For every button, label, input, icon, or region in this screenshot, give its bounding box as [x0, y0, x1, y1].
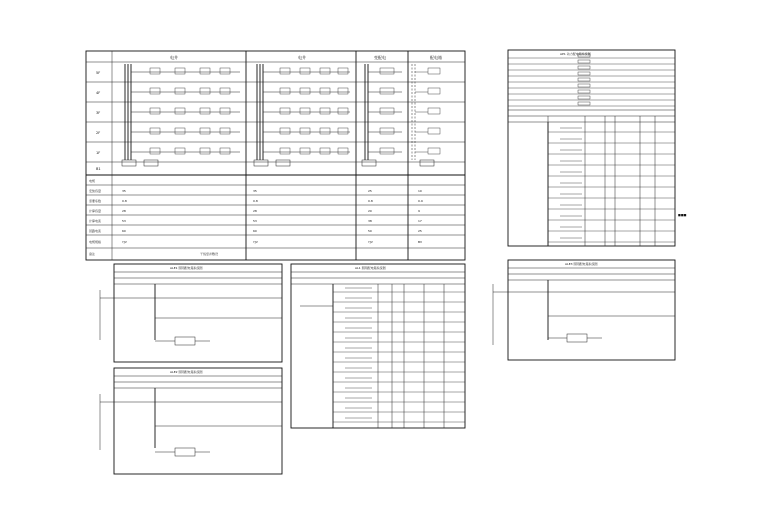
equipment-box [200, 88, 210, 94]
equipment-box [428, 148, 440, 154]
param-label: 计算电流 [89, 219, 102, 223]
param-value: 50 [368, 229, 372, 233]
param-value: 0.8 [368, 199, 373, 203]
panel-left-bottom [100, 368, 282, 474]
param-label: 电缆规格 [89, 240, 102, 244]
floor-label: 4F [96, 91, 101, 95]
param-value: 35 [253, 189, 257, 193]
panel-table-rows [333, 288, 465, 422]
equipment-box [380, 108, 394, 114]
equipment-box [338, 148, 348, 154]
equipment-box [428, 128, 440, 134]
equipment-box [300, 148, 310, 154]
param-value: YJV [122, 240, 127, 244]
equipment-box [150, 108, 160, 114]
param-value: 25 [418, 229, 422, 233]
equipment-box [338, 108, 348, 114]
param-value: 20 [368, 209, 372, 213]
param-value: 38 [368, 219, 372, 223]
param-label: 需要系数 [89, 199, 102, 203]
floor-label: 2F [96, 131, 101, 135]
param-value: 53 [122, 219, 126, 223]
equipment-box [338, 68, 348, 74]
riser-diagram [86, 51, 465, 260]
equipment-box [220, 108, 230, 114]
panel-title: AL1 照明配电箱系统图 [355, 266, 386, 270]
panel-right [493, 260, 675, 360]
equipment-box [578, 90, 590, 93]
panel-title: ALE2 照明配电箱系统图 [170, 370, 203, 374]
equipment-box [300, 88, 310, 94]
param-value: 10 [418, 189, 422, 193]
panel-table-rows [548, 122, 675, 246]
equipment-box [280, 128, 290, 134]
riser-note: 干线竖井敷设 [200, 252, 219, 256]
param-value: 28 [253, 209, 257, 213]
equipment-box [200, 128, 210, 134]
equipment-box [175, 88, 185, 94]
param-value: 25 [368, 189, 372, 193]
param-value: 28 [122, 209, 126, 213]
panel-side-note: ■■■ [678, 213, 687, 217]
equipment-box [175, 148, 185, 154]
param-value: 60 [253, 229, 257, 233]
param-value: 60 [122, 229, 126, 233]
param-label: 备注 [89, 252, 96, 256]
riser-branches [131, 68, 440, 154]
equipment-box [338, 128, 348, 134]
equipment-box [320, 128, 330, 134]
equipment-box [175, 68, 185, 74]
param-label: 计算容量 [89, 209, 102, 213]
equipment-box [320, 108, 330, 114]
equipment-box [578, 78, 590, 81]
equipment-box [220, 128, 230, 134]
equipment-box [200, 68, 210, 74]
param-label: 电缆 [89, 179, 96, 183]
param-label: 回路电流 [89, 229, 102, 233]
equipment-box [280, 108, 290, 114]
equipment-box [220, 68, 230, 74]
equipment-box [338, 88, 348, 94]
riser-header-1: 电井 [170, 55, 178, 60]
panel-right-top [508, 50, 687, 246]
param-value: 53 [253, 219, 257, 223]
equipment-box [428, 108, 440, 114]
equipment-box [320, 148, 330, 154]
panel-title: AP1 动力配电箱系统图 [560, 52, 591, 56]
param-value: 0.8 [253, 199, 258, 203]
equipment-box [578, 102, 590, 105]
equipment-box [220, 88, 230, 94]
param-value: 0.9 [418, 199, 423, 203]
panel-title: ALE1 照明配电箱系统图 [170, 266, 203, 270]
param-value: YJV [368, 240, 373, 244]
param-value: 17 [418, 219, 422, 223]
floor-label: B1 [96, 167, 101, 171]
floor-label: 5F [96, 71, 101, 75]
equipment-box [578, 60, 590, 63]
panel-middle [291, 264, 465, 428]
equipment-box [380, 88, 394, 94]
floor-label: 1F [96, 151, 101, 155]
riser-boxes [122, 160, 434, 166]
equipment-box [150, 88, 160, 94]
equipment-box [280, 148, 290, 154]
equipment-box [320, 68, 330, 74]
equipment-box [578, 72, 590, 75]
equipment-box [428, 68, 440, 74]
equipment-box [300, 68, 310, 74]
equipment-box [280, 88, 290, 94]
equipment-box [578, 84, 590, 87]
equipment-box [175, 108, 185, 114]
equipment-box [380, 128, 394, 134]
equipment-box [300, 128, 310, 134]
equipment-box [150, 128, 160, 134]
param-value: 0.8 [122, 199, 127, 203]
equipment-box [175, 128, 185, 134]
equipment-box [320, 88, 330, 94]
panel-rows [508, 54, 675, 106]
param-value: YJV [253, 240, 258, 244]
riser-header-2: 电井 [298, 55, 306, 60]
riser-header-3: 变配电 [374, 55, 386, 60]
equipment-box [150, 148, 160, 154]
riser-header-4: 配电箱 [430, 55, 442, 60]
param-value: 35 [122, 189, 126, 193]
param-label: 安装容量 [89, 189, 102, 193]
equipment-box [200, 148, 210, 154]
equipment-box [220, 148, 230, 154]
floor-label: 3F [96, 111, 101, 115]
equipment-box [578, 96, 590, 99]
param-value: 9 [418, 209, 420, 213]
equipment-box [380, 148, 394, 154]
param-value: BV [418, 240, 423, 244]
equipment-box [428, 88, 440, 94]
panel-title: ALE3 照明配电箱系统图 [565, 262, 598, 266]
equipment-box [280, 68, 290, 74]
equipment-box [200, 108, 210, 114]
panel-left-top [100, 264, 282, 362]
equipment-box [300, 108, 310, 114]
equipment-box [150, 68, 160, 74]
equipment-box [578, 66, 590, 69]
equipment-box [380, 68, 394, 74]
